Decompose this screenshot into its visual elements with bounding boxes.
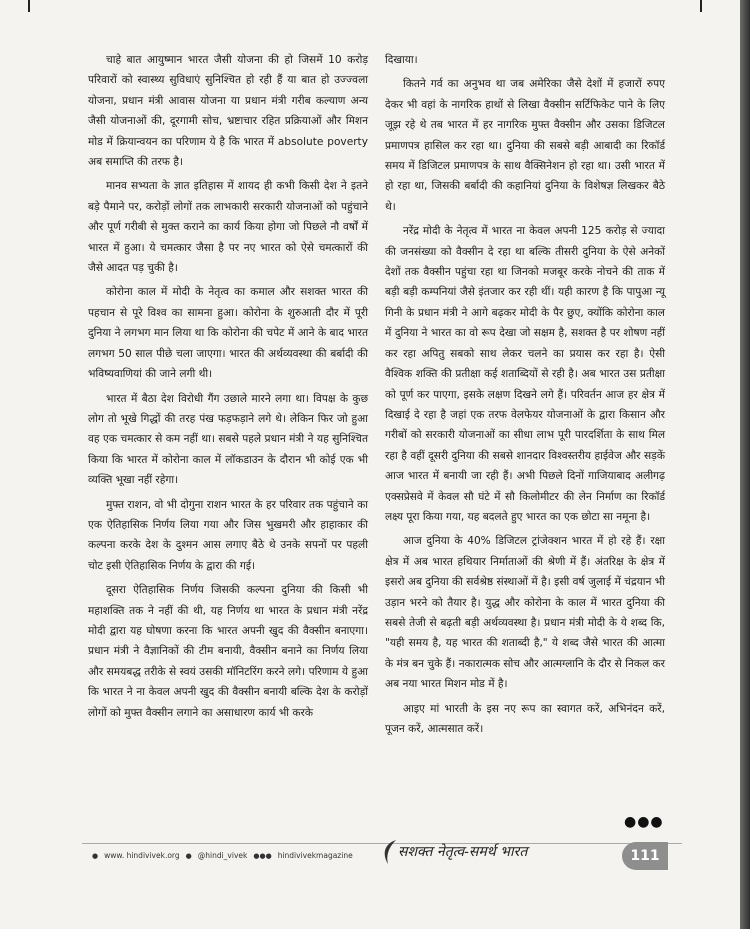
footer-website[interactable]: www. hindivivek.org (104, 851, 180, 860)
paragraph: कितने गर्व का अनुभव था जब अमेरिका जैसे देशों में हजारों रुपए देकर भी वहां के नागरिक हाथों से लिखा वैक्सीन सर्टिफिकेट पाने के लिए जूझ रहे थे तब भारत में हर नागरिक मुफ्त वैक्सीन और उसका डिजिटल प्रमाणपत्र हासिल कर रहा था। दुनिया की सबसे बड़ी आबादी का रिकॉर्ड समय में डिजिटल प्रमाणपत्र के साथ वैक्सिनेशन हो रहा था। उसी भारत में हो रहा था, जिसकी बर्बादी की कहानियां दुनिया के विशेषज्ञ लिखकर बैठे थे। (385, 78, 665, 213)
paragraph: भारत में बैठा देश विरोधी गैंग उछाले मारने लगा था। विपक्ष के कुछ लोग तो भूखे गिद्धों की तरह पंख फड़फड़ाने लगे थे। लेकिन फिर जो हुआ वह एक चमत्कार से कम नहीं था। सबसे पहले प्रधान मंत्री ने यह सुनिश्चित किया कि भारत में कोरोना काल में लॉकडाउन के दौरान भी कोई एक भी व्यक्ति भूखा नहीं रहेगा। (88, 392, 368, 487)
paragraph: नरेंद्र मोदी के नेतृत्व में भारत ना केवल अपनी 125 करोड़ से ज्यादा की जनसंख्या को वैक्सीन दे रहा था बल्कि तीसरी दुनिया के ऐसे अनेकों देशों तक वैक्सीन पहुंचा रहा था जिनको मजबूर करके नोचने की ताक में बड़ी बड़ी कम्पनियां जैसे इंतजार कर रही थीं। यही कारण है कि पापुआ न्यू गिनी के प्रधान मंत्री ने आगे बढ़कर मोदी के पैर छुए, क्योंकि कोरोना काल में दुनिया ने भारत का वो रूप देखा जो सक्षम है, सशक्त है पर शोषण नहीं कर रहा अपितु सबको साथ लेकर चलने का प्रयास कर रहा है। ऐसी वैश्विक शक्ति की प्रतीक्षा कई शताब्दियों से रही है। अब भारत उस प्रतीक्षा को पूर्ण कर पाएगा, इसके लक्षण दिखने लगे हैं। परिवर्तन आज हर क्षेत्र में दिखाई दे रहा है जहां एक तरफ वेलफेयर योजनाओं के द्वारा किसान और गरीबों को सरकारी योजनाओं का सीधा लाभ पूरी पारदर्शिता के साथ मिल रहा है वहीं दूसरी दुनिया की सबसे शानदार विश्वस्तरीय हाईवेज और सड़कें आज भारत में बनायी जा रही हैं। अभी पिछले दिनों गाजियाबाद अलीगढ़ एक्सप्रेसवे में केवल सौ घंटे में सौ किलोमीटर की लेन निर्माण का रिकॉर्ड लक्ष्य पूरा किया गया, यह बदलते हुए भारत का एक छोटा सा नमूना है। (385, 225, 665, 523)
footer-contacts (92, 851, 353, 860)
page-number: 111 (622, 842, 668, 870)
footer-twitter[interactable]: @hindi_vivek (197, 851, 248, 860)
swoosh-icon (380, 838, 400, 868)
paragraph: कोरोना काल में मोदी के नेतृत्व का कमाल और सशक्त भारत की पहचान से पूरे विश्व का सामना हुआ। कोरोना के शुरुआती दौर में पूरी दुनिया ने लगभग मान लिया था कि कोरोना की चपेट में आने के बाद भारत लगभग 50 साल पीछे चला जाएगा। भारत की अर्थव्यवस्था की बर्बादी की भविष्यवाणियां की जाने लगी थी। (88, 286, 368, 381)
paragraph: मुफ्त राशन, वो भी दोगुना राशन भारत के हर परिवार तक पहुंचाने का एक ऐतिहासिक निर्णय लिया गया और जिस भुखमरी और हाहाकार की कल्पना करके देश के दुश्मन आस लगाए बैठे थे उनके सपनों पर पहली चोट इसी ऐतिहासिक निर्णय के द्वारा की गई। (88, 498, 368, 572)
footer-social[interactable]: hindivivekmagazine (277, 851, 353, 860)
end-of-article-mark: ●●● (624, 814, 664, 830)
crop-mark-right (700, 0, 720, 12)
page-edge-shadow (740, 0, 750, 929)
paragraph: दूसरा ऐतिहासिक निर्णय जिसकी कल्पना दुनिया की किसी भी महाशक्ति तक ने नहीं की थी, यह निर्णय था भारत के प्रधान मंत्री नरेंद्र मोदी द्वारा यह घोषणा करना कि भारत अपनी खुद की वैक्सीन बनाएगा। प्रधान मंत्री ने वैज्ञानिकों की टीम बनायी, वैक्सीन बनाने का निर्णय लिया और समयबद्ध तरीके से स्वयं उसकी मॉनिटरिंग करने लगे। परिणाम ये हुआ कि भारत ने ना केवल अपनी खुद की वैक्सीन बनायी बल्कि देश के करोड़ों लोगों को मुफ्त वैक्सीन लगाने का असाधारण कार्य भी करके (88, 584, 368, 719)
paragraph: मानव सभ्यता के ज्ञात इतिहास में शायद ही कभी किसी देश ने इतने बड़े पैमाने पर, करोड़ों लोगों तक लाभकारी सरकारी योजनाओं को पहुंचाने और पूर्ण गरीबी से मुक्त कराने का कार्य किया होगा जो पिछले नौ वर्षों में भारत में हुआ। ये चमत्कार जैसा है पर नए भारत को ऐसे चमत्कारों की जैसे आदत पड़ चुकी है। (88, 180, 368, 275)
crop-mark-left (10, 0, 30, 12)
paragraph: चाहे बात आयुष्मान भारत जैसी योजना की हो जिसमें 10 करोड़ परिवारों को स्वास्थ्य सुविधाएं सुनिश्चित हो रही हैं या बात हो उज्ज्वला योजना, प्रधान मंत्री आवास योजना या प्रधान मंत्री गरीब कल्याण अन्य जैसी योजनाओं की, दूरगामी सोच, भ्रष्टाचार रहित प्रक्रियाओं और मिशन मोड में क्रियान्वयन का परिणाम ये है कि भारत में absolute poverty अब समाप्ति की तरफ है। (88, 54, 368, 169)
twitter-icon: ● (185, 851, 192, 860)
footer-tagline: सशक्त नेतृत्व-समर्थ भारत (398, 844, 528, 860)
paragraph: दिखाया। (385, 54, 418, 66)
left-column (88, 50, 368, 727)
social-icons: ●●● (253, 851, 272, 860)
paragraph: आज दुनिया के 40% डिजिटल ट्रांजेक्शन भारत में हो रहे हैं। रक्षा क्षेत्र में अब भारत हथियार निर्माताओं की श्रेणी में हैं। अंतरिक्ष के क्षेत्र में इसरो अब दुनिया की सर्वश्रेष्ठ संस्थाओं में है। इसी वर्ष जुलाई में चंद्रयान भी उड़ान भरने को तैयार है। युद्ध और कोरोना के काल में भारत दुनिया की सबसे तेजी से बढ़ती बड़ी अर्थव्यवस्था है। प्रधान मंत्री मोदी के ये शब्द कि, "यही समय है, यह भारत की शताब्दी है," ये शब्द जैसे भारत की आत्मा के मंत्र बन चुके हैं। नकारात्मक सोच और आत्मग्लानि के दौर से निकल कर अब नया भारत मिशन मोड में है। (385, 535, 665, 691)
globe-icon: ● (92, 851, 99, 860)
right-column (385, 50, 665, 743)
paragraph: आइए मां भारती के इस नए रूप का स्वागत करें, अभिनंदन करें, पूजन करें, आत्मसात करें। (385, 702, 665, 735)
